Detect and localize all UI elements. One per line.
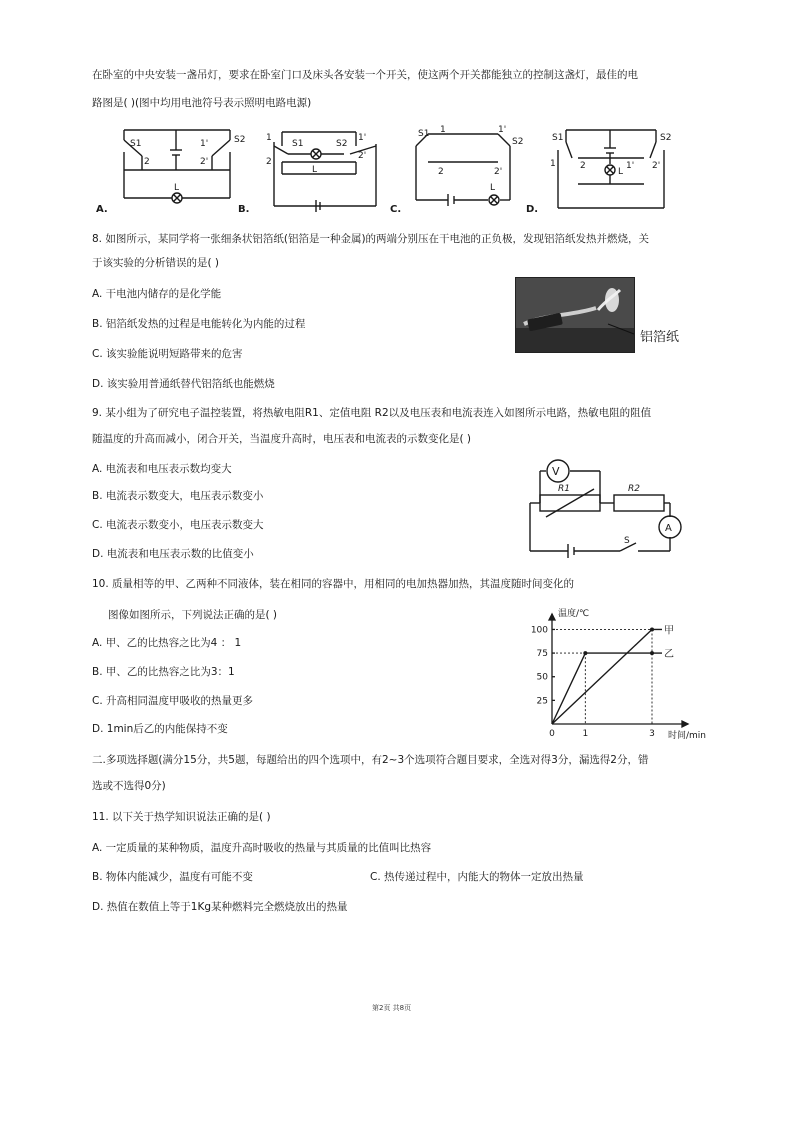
q8-foil-photo [515, 277, 635, 353]
q8-option-d: D. 该实验用普通纸替代铝箔纸也能燃烧 [92, 378, 275, 390]
svg-text:2': 2' [652, 161, 661, 171]
svg-text:1: 1 [550, 159, 556, 169]
series-line-yi [552, 653, 652, 724]
q9-circuit [522, 457, 687, 561]
q10-stem-line1: 10. 质量相等的甲、乙两种不同液体，装在相同的容器中，用相同的电加热器加热，其温度随时间变化的 [92, 578, 575, 590]
section2-heading-line2: 选或不选得0分) [92, 780, 166, 792]
series-label: 甲 [664, 625, 674, 637]
q11-stem: 11. 以下关于热学知识说法正确的是( ) [92, 811, 271, 823]
svg-text:A: A [665, 523, 672, 534]
q8-stem-line2: 于该实验的分析错误的是( ) [92, 257, 220, 269]
data-point [583, 651, 587, 655]
svg-text:L: L [312, 165, 318, 175]
svg-text:2': 2' [494, 167, 503, 177]
svg-text:1': 1' [358, 133, 367, 143]
q10-stem-line2: 图像如图所示，下列说法正确的是( ) [108, 609, 278, 621]
svg-text:1: 1 [266, 133, 272, 143]
series-label: 乙 [664, 649, 674, 661]
series-line-jia [552, 629, 652, 724]
x-axis-arrow [682, 721, 688, 727]
q8-option-c: C. 该实验能说明短路带来的危害 [92, 348, 243, 360]
x-axis-label: 时间/min [668, 731, 707, 741]
q10-option-b: B. 甲、乙的比热容之比为3：1 [92, 666, 235, 678]
svg-text:A.: A. [96, 204, 108, 215]
svg-text:1': 1' [626, 161, 635, 171]
svg-text:R1: R1 [558, 484, 570, 494]
svg-text:L: L [490, 183, 496, 193]
svg-text:S2: S2 [660, 133, 672, 143]
q8-stem-line1: 8. 如图所示，某同学将一张细条状铝箔纸(铝箔是一种金属)的两端分别压在干电池的正负极，发现铝箔纸发热并燃烧，关 [92, 233, 650, 245]
q10-option-a: A. 甲、乙的比热容之比为4 ： 1 [92, 637, 242, 649]
q11-option-b: B. 物体内能减少，温度有可能不变 [92, 871, 253, 883]
svg-text:S2: S2 [336, 139, 348, 149]
q9-option-b: B. 电流表示数变大，电压表示数变小 [92, 490, 264, 502]
q10-temperature-chart [530, 606, 707, 742]
svg-text:L: L [174, 183, 180, 193]
page-footer: 第2页 共8页 [372, 1004, 412, 1012]
q7-circuit-d [526, 122, 676, 216]
y-tick-label: 75 [536, 649, 548, 660]
svg-text:S2: S2 [512, 137, 524, 147]
svg-text:S1: S1 [552, 133, 564, 143]
svg-text:B.: B. [238, 204, 250, 215]
q8-option-a: A. 干电池内储存的是化学能 [92, 288, 222, 300]
svg-text:L: L [618, 167, 624, 177]
x-tick-label: 1 [582, 729, 589, 739]
y-tick-label: 100 [530, 625, 548, 636]
svg-text:R2: R2 [628, 484, 640, 494]
q9-option-d: D. 电流表和电压表示数的比值变小 [92, 548, 254, 560]
svg-text:S1: S1 [292, 139, 304, 149]
svg-text:2: 2 [438, 167, 444, 177]
svg-text:V: V [552, 465, 560, 478]
q7-stem-line2: 路图是( )(图中均用电池符号表示照明电路电源) [92, 97, 312, 109]
q9-stem-line1: 9. 某小组为了研究电子温控装置，将热敏电阻R1、定值电阻 R2以及电压表和电流表连入如图所示电路，热敏电阻的阻值 [92, 407, 652, 419]
svg-text:1': 1' [498, 125, 507, 135]
svg-text:1: 1 [440, 125, 446, 135]
svg-text:S: S [624, 536, 630, 546]
section2-heading-line1: 二.多项选择题(满分15分，共5题，每题给出的四个选项中，有2~3个选项符合题目要求，全选对得3分，漏选得2分，错 [92, 754, 649, 766]
x-tick-label: 3 [649, 729, 655, 739]
y-axis-label: 温度/℃ [558, 609, 590, 619]
q8-foil-label: 铝箔纸 [640, 330, 680, 345]
q7-circuit-a [92, 122, 262, 216]
q9-option-a: A. 电流表和电压表示数均变大 [92, 463, 232, 475]
q9-stem-line2: 随温度的升高而减小，闭合开关，当温度升高时，电压表和电流表的示数变化是( ) [92, 433, 472, 445]
svg-text:2: 2 [580, 161, 586, 171]
q9-option-c: C. 电流表示数变小，电压表示数变大 [92, 519, 264, 531]
svg-text:2: 2 [266, 157, 272, 167]
svg-text:1': 1' [200, 139, 209, 149]
q10-option-d: D. 1min后乙的内能保持不变 [92, 723, 228, 735]
q11-option-a: A. 一定质量的某种物质，温度升高时吸收的热量与其质量的比值叫比热容 [92, 842, 432, 854]
svg-text:2': 2' [358, 151, 367, 161]
q11-option-d: D. 热值在数值上等于1Kg某种燃料完全燃烧放出的热量 [92, 901, 348, 913]
y-axis-arrow [549, 614, 555, 620]
svg-text:C.: C. [390, 204, 402, 215]
svg-text:D.: D. [526, 204, 539, 215]
svg-text:S2: S2 [234, 135, 246, 145]
q10-option-c: C. 升高相同温度甲吸收的热量更多 [92, 695, 254, 707]
y-tick-label: 25 [536, 696, 548, 707]
svg-text:S1: S1 [130, 139, 142, 149]
q8-option-b: B. 铝箔纸发热的过程是电能转化为内能的过程 [92, 318, 306, 330]
q7-stem-line1: 在卧室的中央安装一盏吊灯，要求在卧室门口及床头各安装一个开关，使这两个开关都能独立的控制这盏灯，最佳的电 [92, 69, 638, 81]
q11-option-c: C. 热传递过程中，内能大的物体一定放出热量 [370, 871, 584, 883]
y-tick-label: 50 [536, 672, 548, 683]
x-tick-label: 0 [549, 729, 555, 739]
svg-text:S1: S1 [418, 129, 430, 139]
svg-text:2: 2 [144, 157, 150, 167]
q7-circuit-b [238, 124, 388, 216]
q7-circuit-c [388, 122, 538, 216]
svg-text:2': 2' [200, 157, 209, 167]
